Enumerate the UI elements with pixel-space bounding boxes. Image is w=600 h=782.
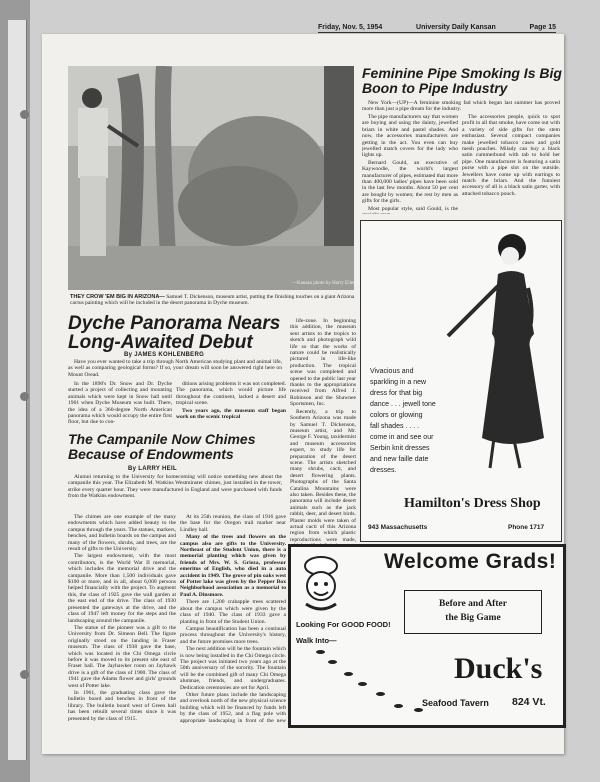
punch-hole (20, 670, 29, 679)
footprint-icon (358, 682, 367, 686)
ducks-tavern: Seafood Tavern (422, 698, 489, 708)
dyche-col-2 (176, 381, 286, 427)
binder-edge (8, 20, 27, 760)
looking-text: Looking For GOOD FOOD! (296, 620, 391, 629)
chimes-paragraph: Many of the trees and flowers on the campus also are gifts to the University. Northeast of the Student Union, there is a memorial planting which was given by friends of Mrs. W. S. Grieza, professor emeritus of English, who died in a auto accident in 1949. The grove of pin oaks west of Potter lake was given by the Pepper Box Neighborhood association as a memorial to Paul A. Dinsmore. (180, 534, 286, 598)
pipe-paragraph: Bernard Gould, an executive of Kaywoodie, the world's largest manufacturer of pipes, estimated that more than 400,000 ladies' pipes have been sold in the last few months. About 50 per cent are bought by women; the rest by men as gifts for the girls. (362, 159, 458, 205)
photo-caption (70, 294, 356, 307)
footprint-icon (316, 650, 325, 654)
pipe-paragraph: The accessories people, quick to spot profit in all that smoke, have come out with a variety of side gifts for the stem enthusiast. Several compact companies make jewelled tobacco cases and gold mesh pouches. Milady can buy a black satin cummerbund with tab to hold her pipe. One manufacturer is featuring a satin purse with a pipe slot on the outside. Jewellers have come up with earrings to match the briars. And the funniest accessory of all is a black satin garter, with attached tobacco pouch. (462, 114, 560, 197)
chimes-byline: By LARRY HEIL (128, 466, 177, 472)
dyche-headline: Dyche Panorama Nears Long-Awaited Debut (68, 313, 281, 353)
chimes-paragraph: The next addition will be the fountain which is now being installed in the Chi Omega circle. The project was initiated two years ago at the 50th anniversary of the sorority. The fountain will be the combined gift of many Chi Omega alumnae, friends, and undergraduates. Dedication ceremonies are set for April. (180, 646, 286, 691)
footprint-icon (328, 660, 337, 664)
dyche-paragraph: life-zone. In beginning this addition, the museum sent artists to the tropics to sketch and photograph wild life so that the works of nature could be realistically pictured in life-like production. The tropical scene was completed and opened to the public last year thanks to the appropriations received from Alfred J. Robinson and the Shawnee Sportsmen, Inc. (290, 318, 356, 408)
chimes-intro (68, 474, 282, 514)
dress-model-illustration (444, 226, 554, 476)
hamilton-ad-copy (370, 366, 436, 476)
pipe-headline: Feminine Pipe Smoking Is Big Boon to Pipe Industry (362, 65, 562, 96)
chimes-paragraph: Campus beautification has been a continual process throughout the University's history, and the future promises more trees. (180, 625, 286, 645)
ad-line: sparkling in a new (370, 379, 427, 386)
before-after-box (404, 590, 542, 634)
ad-line: and new faille date (370, 456, 429, 463)
ad-line: dresses. (370, 467, 397, 474)
chimes-col-1 (68, 514, 176, 724)
chimes-paragraph: The chimes are one example of the many endowments which have added beauty to the campus through the years. The statues, markers, benches, and bulletin boards on the campus and many of the flowers, shrubs, and trees, are the result of gifts to the University. (68, 514, 176, 553)
chimes-paragraph: There are 1,200 crabapple trees scattered about the campus which were given by the class of 1940. The class of 1933 gave a planting in front of the Student Union. (180, 599, 286, 625)
ad-line: come in and see our (370, 434, 434, 441)
footprint-icon (344, 672, 353, 676)
ducks-name: Duck's (454, 652, 543, 685)
dyche-paragraph: ditions arising problems it was not completed. The panorama, which would picture life throughout the continent, lacked a desert and tropical scene. (176, 381, 286, 407)
chimes-col-2 (180, 514, 286, 724)
ad-line: colors or glowing (370, 412, 423, 419)
before-line: the Big Game (445, 613, 501, 623)
welcome-grads: Welcome Grads! (384, 550, 557, 573)
caption-lead: THEY CROW 'EM BIG IN ARIZONA— (70, 294, 165, 300)
pipe-paragraph: Most popular style, said Gould, is the (368, 205, 458, 212)
masthead-date: Friday, Nov. 5, 1954 (318, 24, 383, 31)
ducks-address: 824 Vt. (512, 696, 546, 708)
chimes-paragraph: At its 25th reunion, the class of 1916 gave the base for the Oregon trail marker near Lindley hall. (180, 514, 286, 533)
ad-line: Serbin knit dresses (370, 445, 430, 452)
hamilton-phone: Phone 1717 (508, 524, 545, 531)
pipe-col-2 (462, 114, 560, 214)
hamilton-name: Hamilton's Dress Shop (404, 496, 541, 511)
pipe-paragraph: New York—(UP)—A feminine smoking fad which began last summer has proved more than just a pipe dream for the industry. (362, 100, 560, 113)
photo-credit: —Kansan photo by Harry Eilert (292, 281, 357, 286)
hamilton-address: 943 Massachusetts (368, 524, 428, 531)
dyche-intro-text: Have you ever wanted to take a trip through North American studying plant and animal life, as well as comparing geological forms? If so, your dream will soon be answered right here on Mount Oread. (68, 359, 282, 378)
pipe-intro (362, 100, 560, 113)
dyche-col-1 (68, 381, 172, 427)
cactus-photo-illustration (68, 66, 357, 290)
chimes-paragraph: In 1961, the graduating class gave the bulletin board and benches in front of the library. The bulletin board west of Green hall has been rebuilt several times since it was presented by the class of 1915. (68, 689, 176, 722)
pipe-paragraph: The pipe manufacturers say that women are buying and using the dainty, jewelled briars in white and pastel shades. And now, the accessories manufacturers are getting in the act. You even can buy jewelled match covers for the lady who lights up. (362, 114, 458, 159)
chimes-paragraph: The largest endowment, with the most contributors, is the World War II memorial, which includes the memorial drive and the campanile. More than 1,500 individuals gave $100 or more, and in all, about 6,000 persons helped financially with the project. To augment this, the class of 1925 gave the wall garden at the east end of the drive. The class of 1930 presented the gateways at the drive, and the class of 1947 left money for the steps and the landscaping around the campanile. (68, 553, 176, 624)
pipe-col-1 (362, 114, 458, 214)
before-line: Before and After (439, 599, 507, 609)
chimes-paragraph: Other future plans include the landscaping and overlook north of the new physical science building which will be financed by funds left by the class of 1952, and a flag pole with appropriate landscaping in front of the new (180, 691, 286, 724)
chimes-headline: The Campanile Now Chimes Because of Endowments (68, 431, 256, 462)
dyche-paragraph: In the 1890's Dr. Snow and Dr. Dyche started a project of collecting and mounting animals which were kept in Snow hall until 1901 when Dyche Museum was built. There, the idea of a 360-degree North American panorama which would occupy the entire first floor, but due to con- (68, 381, 172, 426)
walk-into-text: Walk Into— (296, 636, 337, 645)
punch-hole (20, 392, 29, 401)
ad-line: Vivacious and (370, 368, 414, 375)
dyche-byline: By JAMES KOHLENBERG (124, 352, 205, 358)
dyche-col-3 (290, 318, 356, 544)
punch-hole (20, 110, 29, 119)
chimes-paragraph: Alumni returning to the University for homecoming will notice something new about the campanile this year. The Elizabeth M. Watkins Westminster chimes, just installed in the tower, strike every quarter hour. They were manufactured in England and were purchased with funds from the Watkins endowment. (68, 474, 282, 500)
dyche-intro (68, 359, 282, 381)
masthead-page: Page 15 (529, 24, 556, 31)
ad-line: fall shades . . . . (370, 423, 420, 430)
dyche-paragraph: Recently, a trip to Southern Arizona was made by Samuel T. Dickenson, museum artist, and Mr. George F. Young, taxidermist and museum accessories expert, to study life for preparation of the desert scene. The artists sketched many shrubs, cacti, and desert flowering plants. Photographs of the Santa Catalina Mountains were also taken. Besides these, the panorama will include desert animals such as the jack rabbit, deer, and desert birds. Plaster molds were taken of actual cacti of this Arizona region from which plastic reproductions were made, (290, 408, 356, 543)
ad-line: dress for that big (370, 390, 423, 397)
chimes-paragraph: The statue of the pioneer was a gift to the University from Dr. Simeon Bell. The figure originally stood on the landing in Fraser museum. The class of 1938 gave the base, which was located in the Chi Omega circle before it was moved to its present site east of Fraser hall. The Jayhawker room on Jayhawk drive is a gift of the class of 1900. The class of 1941 gave the Adams flower and girls' grounds west of Potter lake. (68, 624, 176, 689)
cactus-photo (68, 66, 357, 290)
footprint-icon (414, 708, 423, 712)
masthead (318, 24, 556, 33)
chef-icon (296, 556, 346, 612)
ad-line: dance . . . jewell tone (370, 401, 436, 408)
masthead-paper: University Daily Kansan (416, 24, 496, 31)
footprint-icon (394, 704, 403, 708)
caption-body: Samuel T. Dickenson, museum artist, putting the finishing touches on a giant Arizona cactus painting which will be included in the desert panorama in Dyche museum. (70, 294, 355, 307)
dyche-paragraph: Two years ago, the museum staff began work on the scenic tropical (176, 407, 286, 421)
footprint-icon (376, 692, 385, 696)
